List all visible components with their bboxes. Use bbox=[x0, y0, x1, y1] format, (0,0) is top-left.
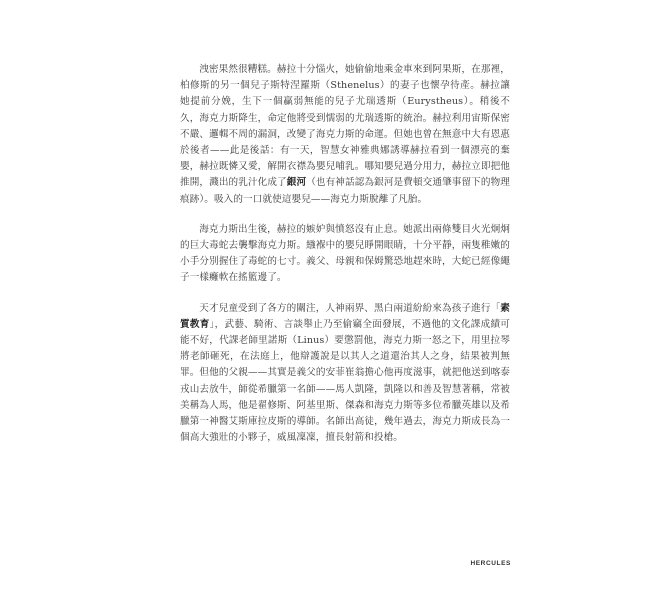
paragraph-2 bbox=[180, 222, 510, 287]
paragraph-1 bbox=[180, 62, 510, 208]
paragraph-1-text-a: 洩密果然很糟糕。赫拉十分惱火，她偷偷地乘金車來到阿果斯，在那裡，柏修斯的另一個兒子斯特涅羅斯（Sthenelus）的妻子也懷孕待產。赫拉讓她提前分娩，生下一個贏弱無能的兒子尤瑞透斯（Eurystheus）。稍後不久，海克力斯降生，命定他將受到懦弱的尤瑞透斯的統治。赫拉利用宙斯保密不嚴、邏輯不周的漏洞，改變了海克力斯的命運。但她也曾在無意中大有恩惠於後者——此是後話：有一天，智慧女神雅典娜誘導赫拉看到一個漂亮的棄嬰，赫拉既憐又愛，解開衣襟為嬰兒哺乳。哪知嬰兒過分用力，赫拉立即把他推開，濺出的乳汁化成了 bbox=[180, 64, 510, 189]
running-footer-title: HERCULES bbox=[470, 560, 511, 567]
paragraph-3 bbox=[180, 301, 510, 447]
paragraph-3-bold-term: 素質教育 bbox=[180, 302, 510, 330]
paragraph-1-text-b: （也有神話認為銀河是費頓交通肇事留下的物理痕跡）。吸入的一口就使這嬰兒——海克力斯脫離了凡胎。 bbox=[180, 177, 510, 205]
body-text bbox=[180, 62, 510, 460]
paragraph-3-text-a: 天才兒童受到了各方的關注，人神兩界、黑白兩道紛紛來為孩子進行「 bbox=[199, 302, 501, 314]
paragraph-2-text: 海克力斯出生後，赫拉的嫉妒與憤怒沒有止息。她派出兩條雙目火光炯炯的巨大毒蛇去襲擊海克力斯。繈褓中的嬰兒睜開眼睛，十分平靜，兩隻稚嫩的小手分別握住了毒蛇的七寸。義父、母親和保姆驚恐地趕來時，大蛇已經像繩子一樣癱軟在搖籃邊了。 bbox=[180, 223, 510, 284]
paragraph-1-bold-term: 銀河 bbox=[286, 177, 307, 189]
paragraph-3-text-b: 」，武藝、騎術、言談舉止乃至偷竊全面發展，不過他的文化課成績可能不好，代課老師里諾斯（Linus）要懲罰他，海克力斯一怒之下，用里拉琴將老師砸死，在法庭上，他辯護說是以其人之道還治其人之身，結果被判無罪。但他的父親——其實是義父的安菲崔翁擔心他再度滋事，就把他送到喀泰戎山去放牛，師從希臘第一名師——馬人凱隆，凱隆以和善及智慧著稱，常被美稱為人馬，他是翟修斯、阿基里斯、傑森和海克力斯等多位希臘英雄以及希臘第一神醫艾斯庫拉皮斯的導師。名師出高徒，幾年過去，海克力斯成長為一個高大強壯的小夥子，威風凜凜，擅長射箭和投槍。 bbox=[180, 318, 510, 444]
